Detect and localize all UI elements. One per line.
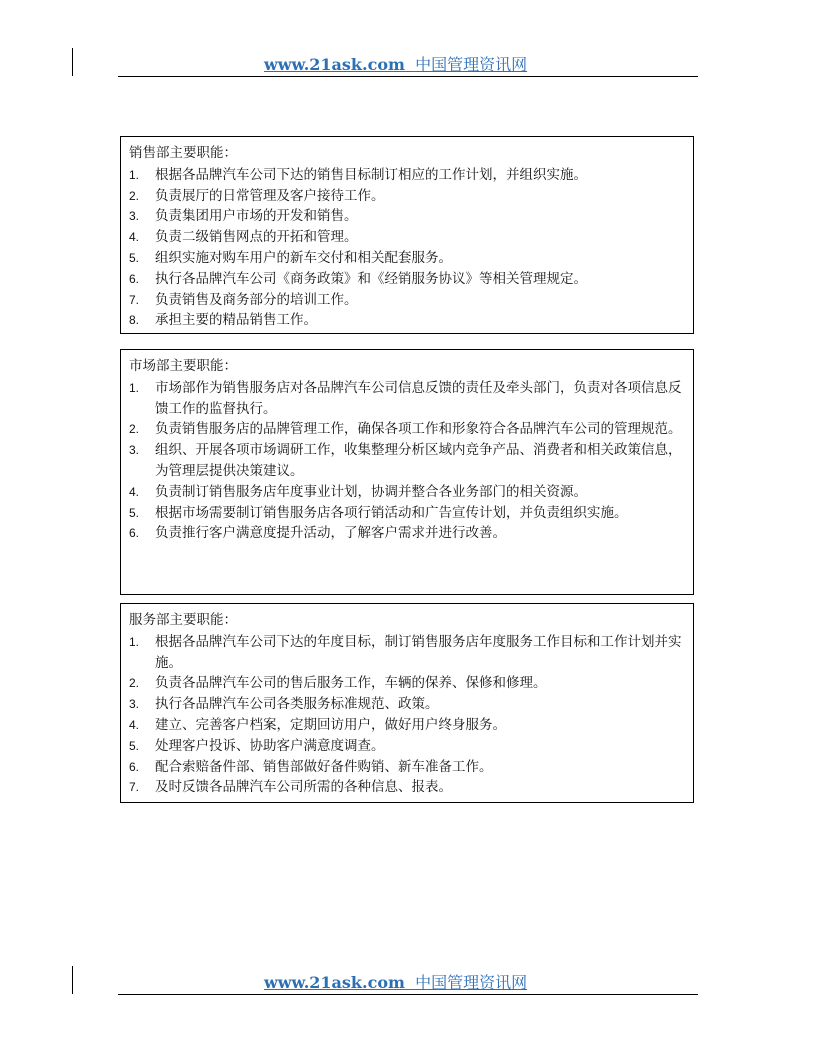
sales-dept-box [120,136,694,334]
list-item: 8. 承担主要的精品销售工作。 [129,312,317,329]
list-item: 1. 市场部作为销售服务店对各品牌汽车公司信息反馈的责任及牵头部门，负责对各项信息反馈工作的监督执行。 [129,379,682,417]
header-link[interactable] [264,52,550,75]
marketing-dept-title: 市场部主要职能： [129,358,237,374]
header-site-name[interactable]: 中国管理资讯网 [415,55,528,74]
list-item: 4. 负责二级销售网点的开拓和管理。 [129,229,358,246]
marketing-dept-list [129,378,685,544]
list-item: 2. 负责展厅的日常管理及客户接待工作。 [129,187,385,204]
list-item: 3. 执行各品牌汽车公司各类服务标准规范、政策。 [129,696,439,713]
footer-link[interactable] [264,970,550,993]
list-item: 1. 根据各品牌汽车公司下达的销售目标制订相应的工作计划，并组织实施。 [129,166,587,183]
list-item: 6. 执行各品牌汽车公司《商务政策》和《经销服务协议》等相关管理规定。 [129,270,587,287]
list-item: 2. 负责各品牌汽车公司的售后服务工作，车辆的保养、保修和修理。 [129,675,547,692]
list-item: 5. 处理客户投诉、协助客户满意度调查。 [129,737,385,754]
service-dept-box [120,603,694,803]
list-item: 6. 负责推行客户满意度提升活动，了解客户需求并进行改善。 [129,525,506,542]
list-item: 5. 组织实施对购车用户的新车交付和相关配套服务。 [129,249,452,266]
list-item: 3. 负责集团用户市场的开发和销售。 [129,208,358,225]
list-item: 1. 根据各品牌汽车公司下达的年度目标，制订销售服务店年度服务工作目标和工作计划并实施。 [129,633,682,671]
list-item: 2. 负责销售服务店的品牌管理工作，确保各项工作和形象符合各品牌汽车公司的管理规范。 [129,421,682,438]
marketing-dept-box [120,349,694,595]
footer-rule [118,994,698,995]
footer-site-url[interactable]: www.21ask.com [264,973,405,992]
header-rule [118,76,698,77]
footer-site-name[interactable]: 中国管理资讯网 [415,973,528,992]
list-item: 7. 及时反馈各品牌汽车公司所需的各种信息、报表。 [129,779,452,796]
sales-dept-list [129,165,685,331]
header-margin-mark [72,48,73,76]
service-dept-title: 服务部主要职能： [129,612,237,628]
list-item: 5. 根据市场需要制订销售服务店各项行销活动和广告宣传计划，并负责组织实施。 [129,504,628,521]
list-item: 3. 组织、开展各项市场调研工作，收集整理分析区域内竞争产品、消费者和相关政策信息，为管理层提供决策建议。 [129,442,682,479]
list-item: 6. 配合索赔备件部、销售部做好备件购销、新车准备工作。 [129,758,493,775]
list-item: 7. 负责销售及商务部分的培训工作。 [129,291,358,308]
sales-dept-title: 销售部主要职能： [129,145,237,161]
header-site-url[interactable]: www.21ask.com [264,55,405,74]
footer-margin-mark [72,966,73,994]
service-dept-list [129,632,685,798]
list-item: 4. 建立、完善客户档案，定期回访用户，做好用户终身服务。 [129,716,506,733]
list-item: 4. 负责制订销售服务店年度事业计划，协调并整合各业务部门的相关资源。 [129,483,587,500]
